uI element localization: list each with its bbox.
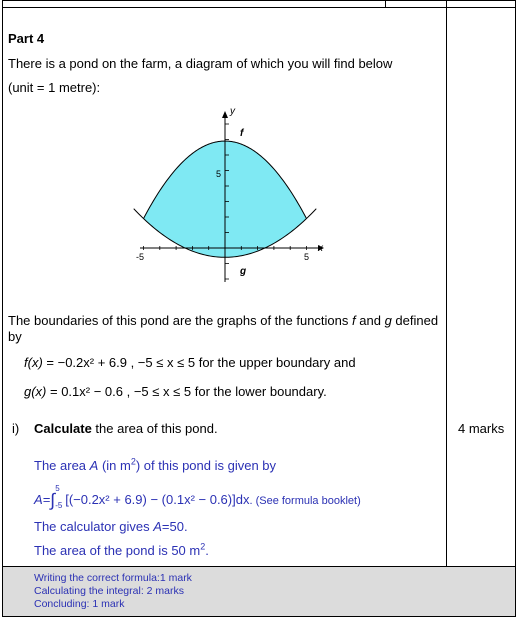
answer-l3-A: A [153, 519, 162, 534]
f-definition [24, 355, 356, 371]
integral-upper: 5 [55, 484, 60, 493]
question-number: i) [12, 421, 20, 436]
answer-l1-c: ) of this pond is given by [135, 458, 277, 473]
boundary-f: f [352, 313, 356, 328]
boundary-text-line-2: by [8, 329, 22, 344]
answer-line-3 [34, 519, 188, 535]
intro-line-2: (unit = 1 metre): [8, 80, 101, 95]
answer-l4-b: . [205, 543, 209, 558]
f-def-tail: for the upper boundary and [195, 355, 356, 370]
formula-note: . (See formula booklet) [249, 495, 361, 507]
answer-line-4 [34, 543, 209, 559]
formula-lhs: A= [34, 492, 51, 507]
question-verb: Calculate [34, 421, 92, 436]
integral-limits [55, 484, 65, 510]
answer-l1-a: The area [34, 458, 90, 473]
footer-line-2: Calculating the integral: 2 marks [34, 585, 184, 597]
question-marks: 4 marks [458, 421, 505, 436]
g-definition [24, 384, 327, 400]
boundary-g: g [384, 313, 392, 328]
boundary-text-line-1 [8, 313, 438, 329]
integral-lower: -5 [55, 501, 63, 510]
intro-line-1: There is a pond on the farm, a diagram of which you will find below [8, 56, 393, 71]
question-text [34, 421, 218, 437]
boundary-text-a: The boundaries of this pond are the graphs of the functions [8, 313, 353, 328]
answer-l1-sup: 2 [130, 456, 136, 467]
integral-sign: ∫ [50, 490, 56, 510]
f-def-rhs: = −0.2x² + 6.9 , −5 ≤ x ≤ 5 [42, 355, 196, 370]
answer-line-1 [34, 458, 276, 474]
footer-line-3: Concluding: 1 mark [34, 598, 125, 610]
boundary-defined: defined [391, 313, 439, 328]
answer-l3-a: The calculator gives [34, 519, 154, 534]
boundary-and: and [355, 313, 385, 328]
footer-line-1: Writing the correct formula:1 mark [34, 572, 192, 584]
g-label: g [240, 266, 247, 277]
answer-l1-A: A [89, 458, 99, 473]
g-def-tail: for the lower boundary. [191, 384, 327, 399]
formula-body: [(−0.2x² + 6.9) − (0.1x² − 0.6)]dx [65, 492, 250, 507]
tick-label-neg5: -5 [136, 252, 145, 262]
answer-l1-b: (in m [98, 458, 131, 473]
y-axis-arrow [222, 111, 228, 118]
f-label: f [240, 128, 244, 139]
tick-label-5-y: 5 [216, 169, 222, 179]
answer-l3-b: =50. [161, 519, 188, 534]
g-def-lhs: g(x) [24, 384, 47, 399]
g-def-rhs: = 0.1x² − 0.6 , −5 ≤ x ≤ 5 [46, 384, 192, 399]
tick-label-5-x: 5 [304, 252, 310, 262]
part-title: Part 4 [8, 31, 45, 46]
x-axis-label: x [318, 243, 323, 254]
answer-l4-a: The area of the pond is 50 m [34, 543, 201, 558]
answer-l4-sup: 2 [200, 541, 206, 552]
y-axis-label: y [230, 106, 235, 117]
answer-formula [34, 484, 361, 510]
question-rest: the area of this pond. [91, 421, 218, 436]
f-def-lhs: f(x) [24, 355, 43, 370]
